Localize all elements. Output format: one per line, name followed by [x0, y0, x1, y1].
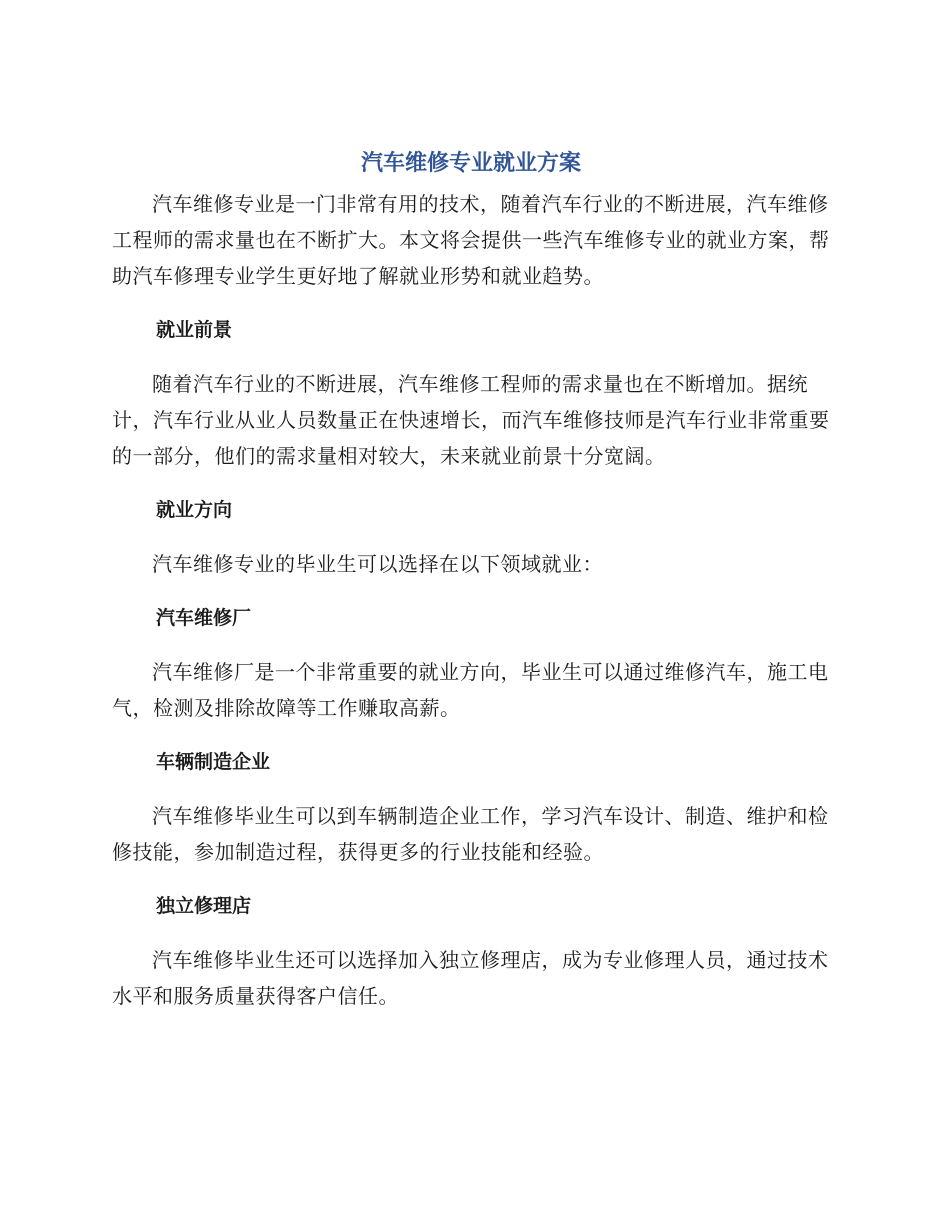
section-heading-independent-shop: 独立修理店	[156, 895, 252, 917]
section-body-prospects: 随着汽车行业的不断进展，汽车维修工程师的需求量也在不断增加。据统计，汽车行业从业人员数量正在快速增长，而汽车维修技师是汽车行业非常重要的一部分，他们的需求量相对较大，未来就业前景十分宽阔。	[112, 372, 830, 468]
intro-paragraph: 汽车维修专业是一门非常有用的技术，随着汽车行业的不断进展，汽车维修工程师的需求量也在不断扩大。本文将会提供一些汽车维修专业的就业方案，帮助汽车修理专业学生更好地了解就业形势和就业趋势。	[112, 192, 830, 288]
document-body	[112, 142, 830, 1014]
section-heading-vehicle-manufacturing: 车辆制造企业	[156, 751, 271, 773]
section-heading-prospects: 就业前景	[156, 319, 233, 341]
document-title: 汽车维修专业就业方案	[360, 151, 581, 176]
section-heading-directions: 就业方向	[156, 499, 233, 521]
section-heading-repair-shop: 汽车维修厂	[156, 607, 252, 629]
section-body-directions: 汽车维修专业的毕业生可以选择在以下领域就业：	[152, 552, 603, 576]
section-body-repair-shop: 汽车维修厂是一个非常重要的就业方向，毕业生可以通过维修汽车，施工电气，检测及排除故障等工作赚取高薪。	[112, 660, 829, 720]
section-body-independent-shop: 汽车维修毕业生还可以选择加入独立修理店，成为专业修理人员，通过技术水平和服务质量获得客户信任。	[112, 948, 829, 1008]
section-body-vehicle-manufacturing: 汽车维修毕业生可以到车辆制造企业工作，学习汽车设计、制造、维护和检修技能，参加制造过程，获得更多的行业技能和经验。	[112, 804, 829, 864]
